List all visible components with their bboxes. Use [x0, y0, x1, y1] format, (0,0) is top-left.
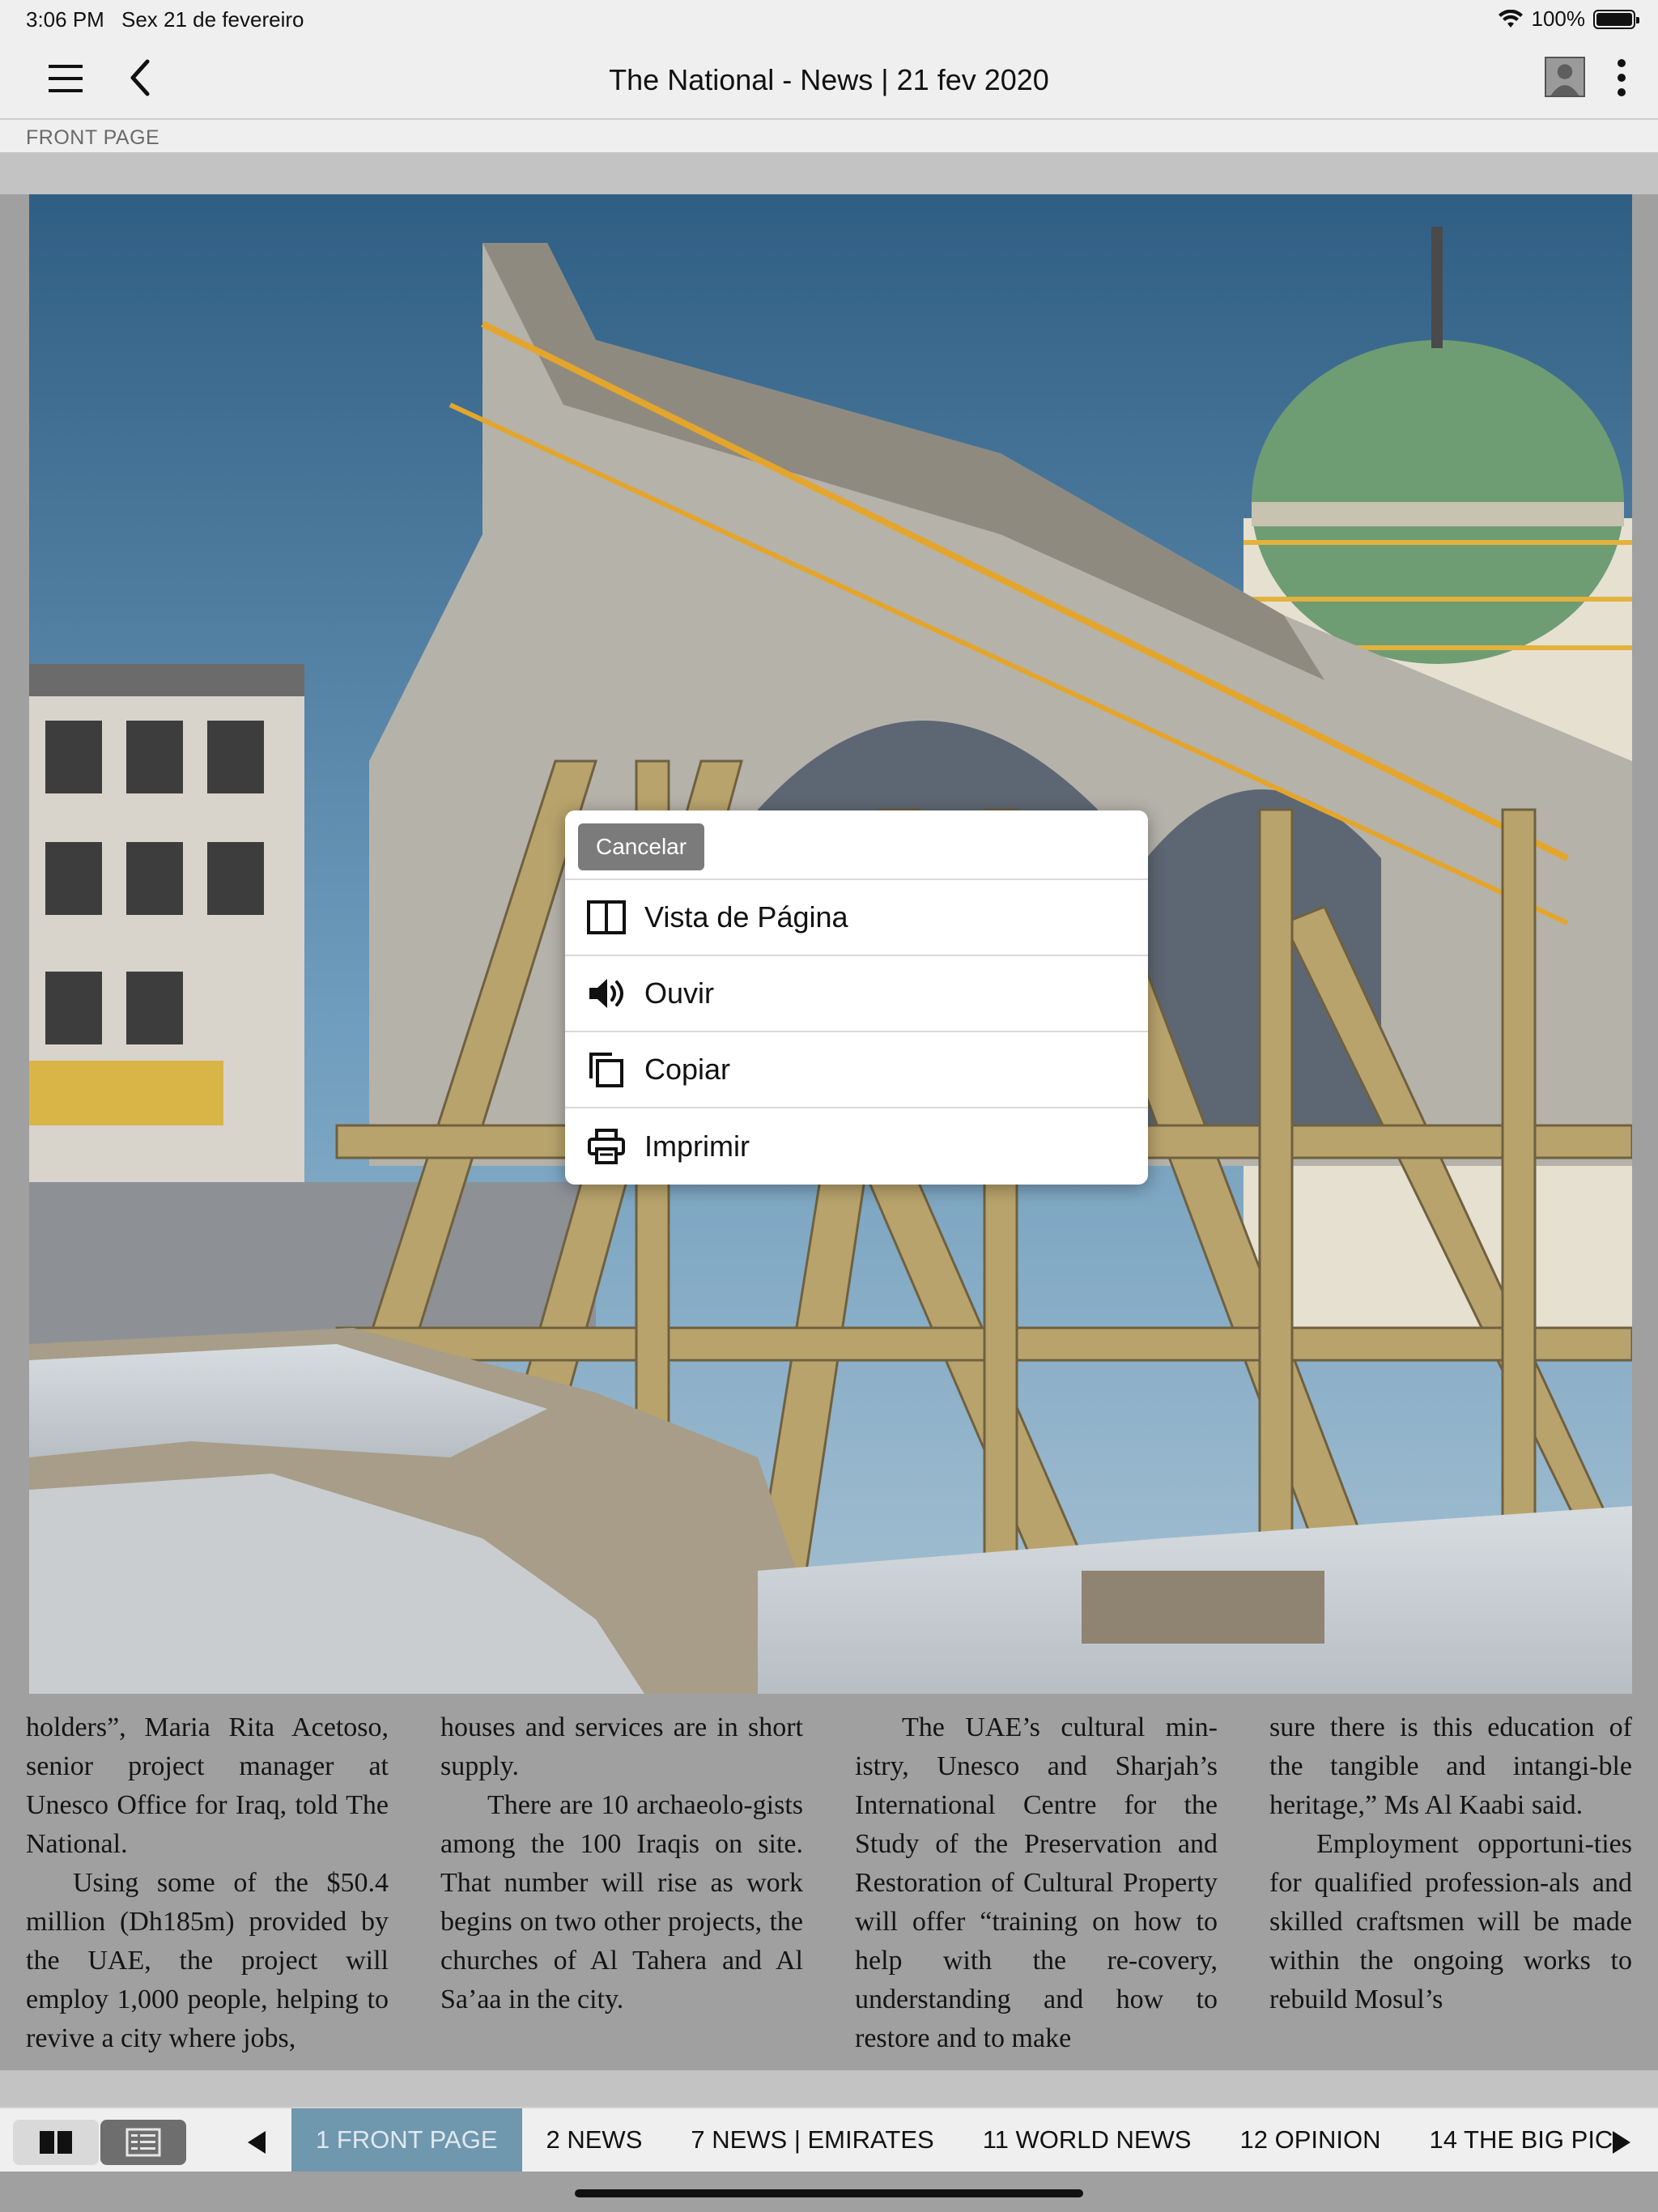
- page-title: The National - News | 21 fev 2020: [609, 63, 1049, 96]
- article-column-1: [26, 1708, 389, 2058]
- article-column-3: [855, 1708, 1218, 2058]
- page-view-toggle[interactable]: [13, 2120, 99, 2165]
- two-column-icon: [38, 2129, 74, 2155]
- section-label: FRONT PAGE: [26, 126, 160, 149]
- section-tab-opinion[interactable]: 12 OPINION: [1239, 2125, 1381, 2154]
- article-text[interactable]: [0, 1694, 1658, 2070]
- section-tabs: [291, 2108, 1637, 2172]
- menu-item-label: Copiar: [644, 1053, 731, 1086]
- status-bar: [0, 0, 1658, 39]
- next-section-arrow-icon[interactable]: [1613, 2131, 1630, 2154]
- context-menu-header: [565, 810, 1148, 880]
- paragraph: holders”, Maria Rita Acetoso, senior project manager at Unesco Office for Iraq, told The National.: [26, 1712, 389, 1859]
- list-view-toggle[interactable]: [100, 2120, 186, 2165]
- context-menu: [565, 810, 1148, 1185]
- paragraph: Employment opportuni-ties for qualified profession-als and skilled craftsmen will be made within the ongoing works to rebuild Mosul’s: [1269, 1829, 1632, 2014]
- section-tab-front-page[interactable]: 1 FRONT PAGE: [291, 2108, 522, 2172]
- bottom-section-bar: [0, 2107, 1658, 2172]
- paragraph: The UAE’s cultural min-istry, Unesco and Sharjah’s International Centre for the Study of the Preservation and Restoration of Cultural Property will offer “training on how to help with the re-covery, understanding and how to restore and to make: [855, 1712, 1218, 2053]
- section-tab-big-pic[interactable]: 14 THE BIG PIC: [1429, 2125, 1613, 2154]
- home-indicator[interactable]: [575, 2189, 1083, 2197]
- page-margin-strip: [0, 154, 1658, 194]
- speaker-icon: [586, 973, 627, 1014]
- status-right: [1498, 6, 1636, 32]
- battery-percent: 100%: [1531, 6, 1585, 31]
- menu-item-label: Imprimir: [644, 1129, 750, 1163]
- avatar[interactable]: [1545, 57, 1585, 97]
- paragraph: sure there is this education of the tangible and intangi-ble heritage,” Ms Al Kaabi said.: [1269, 1712, 1632, 1820]
- more-vertical-icon[interactable]: [1609, 57, 1634, 99]
- paragraph: Using some of the $50.4 million (Dh185m) provided by the UAE, the project will employ 1,000 people, helping to revive a city where jobs,: [26, 1868, 389, 2053]
- book-open-icon: [586, 897, 627, 938]
- section-tab-world-news[interactable]: 11 WORLD NEWS: [982, 2125, 1192, 2154]
- menu-item-page-view[interactable]: [565, 880, 1148, 956]
- page-margin-strip-bottom: [0, 2070, 1658, 2107]
- cancel-button[interactable]: Cancelar: [578, 823, 704, 870]
- status-date: Sex 21 de fevereiro: [121, 7, 304, 32]
- menu-item-label: Ouvir: [644, 976, 715, 1010]
- menu-item-copy[interactable]: [565, 1032, 1148, 1108]
- menu-item-label: Vista de Página: [644, 900, 848, 934]
- printer-icon: [586, 1126, 627, 1167]
- menu-item-print[interactable]: [565, 1108, 1148, 1185]
- prev-section-arrow-icon[interactable]: [248, 2131, 266, 2154]
- paragraph: There are 10 archaeolo-gists among the 100 Iraqis on site. That number will rise as work begins on two other projects, the churches of Al Tahera and Al Sa’aa in the city.: [440, 1790, 803, 2014]
- section-tab-news-emirates[interactable]: 7 NEWS | EMIRATES: [691, 2125, 934, 2154]
- wifi-icon: [1498, 10, 1524, 29]
- status-time: 3:06 PM: [26, 7, 104, 32]
- battery-icon: [1593, 10, 1635, 29]
- menu-item-listen[interactable]: [565, 956, 1148, 1032]
- article-column-2: [440, 1708, 803, 2019]
- nav-bar: [0, 39, 1658, 120]
- section-label-bar: [0, 120, 1658, 154]
- list-icon: [125, 2128, 161, 2157]
- article-column-4: [1269, 1708, 1632, 2019]
- section-tab-news[interactable]: 2 NEWS: [546, 2125, 643, 2154]
- copy-icon: [586, 1049, 627, 1090]
- paragraph: houses and services are in short supply.: [440, 1712, 803, 1781]
